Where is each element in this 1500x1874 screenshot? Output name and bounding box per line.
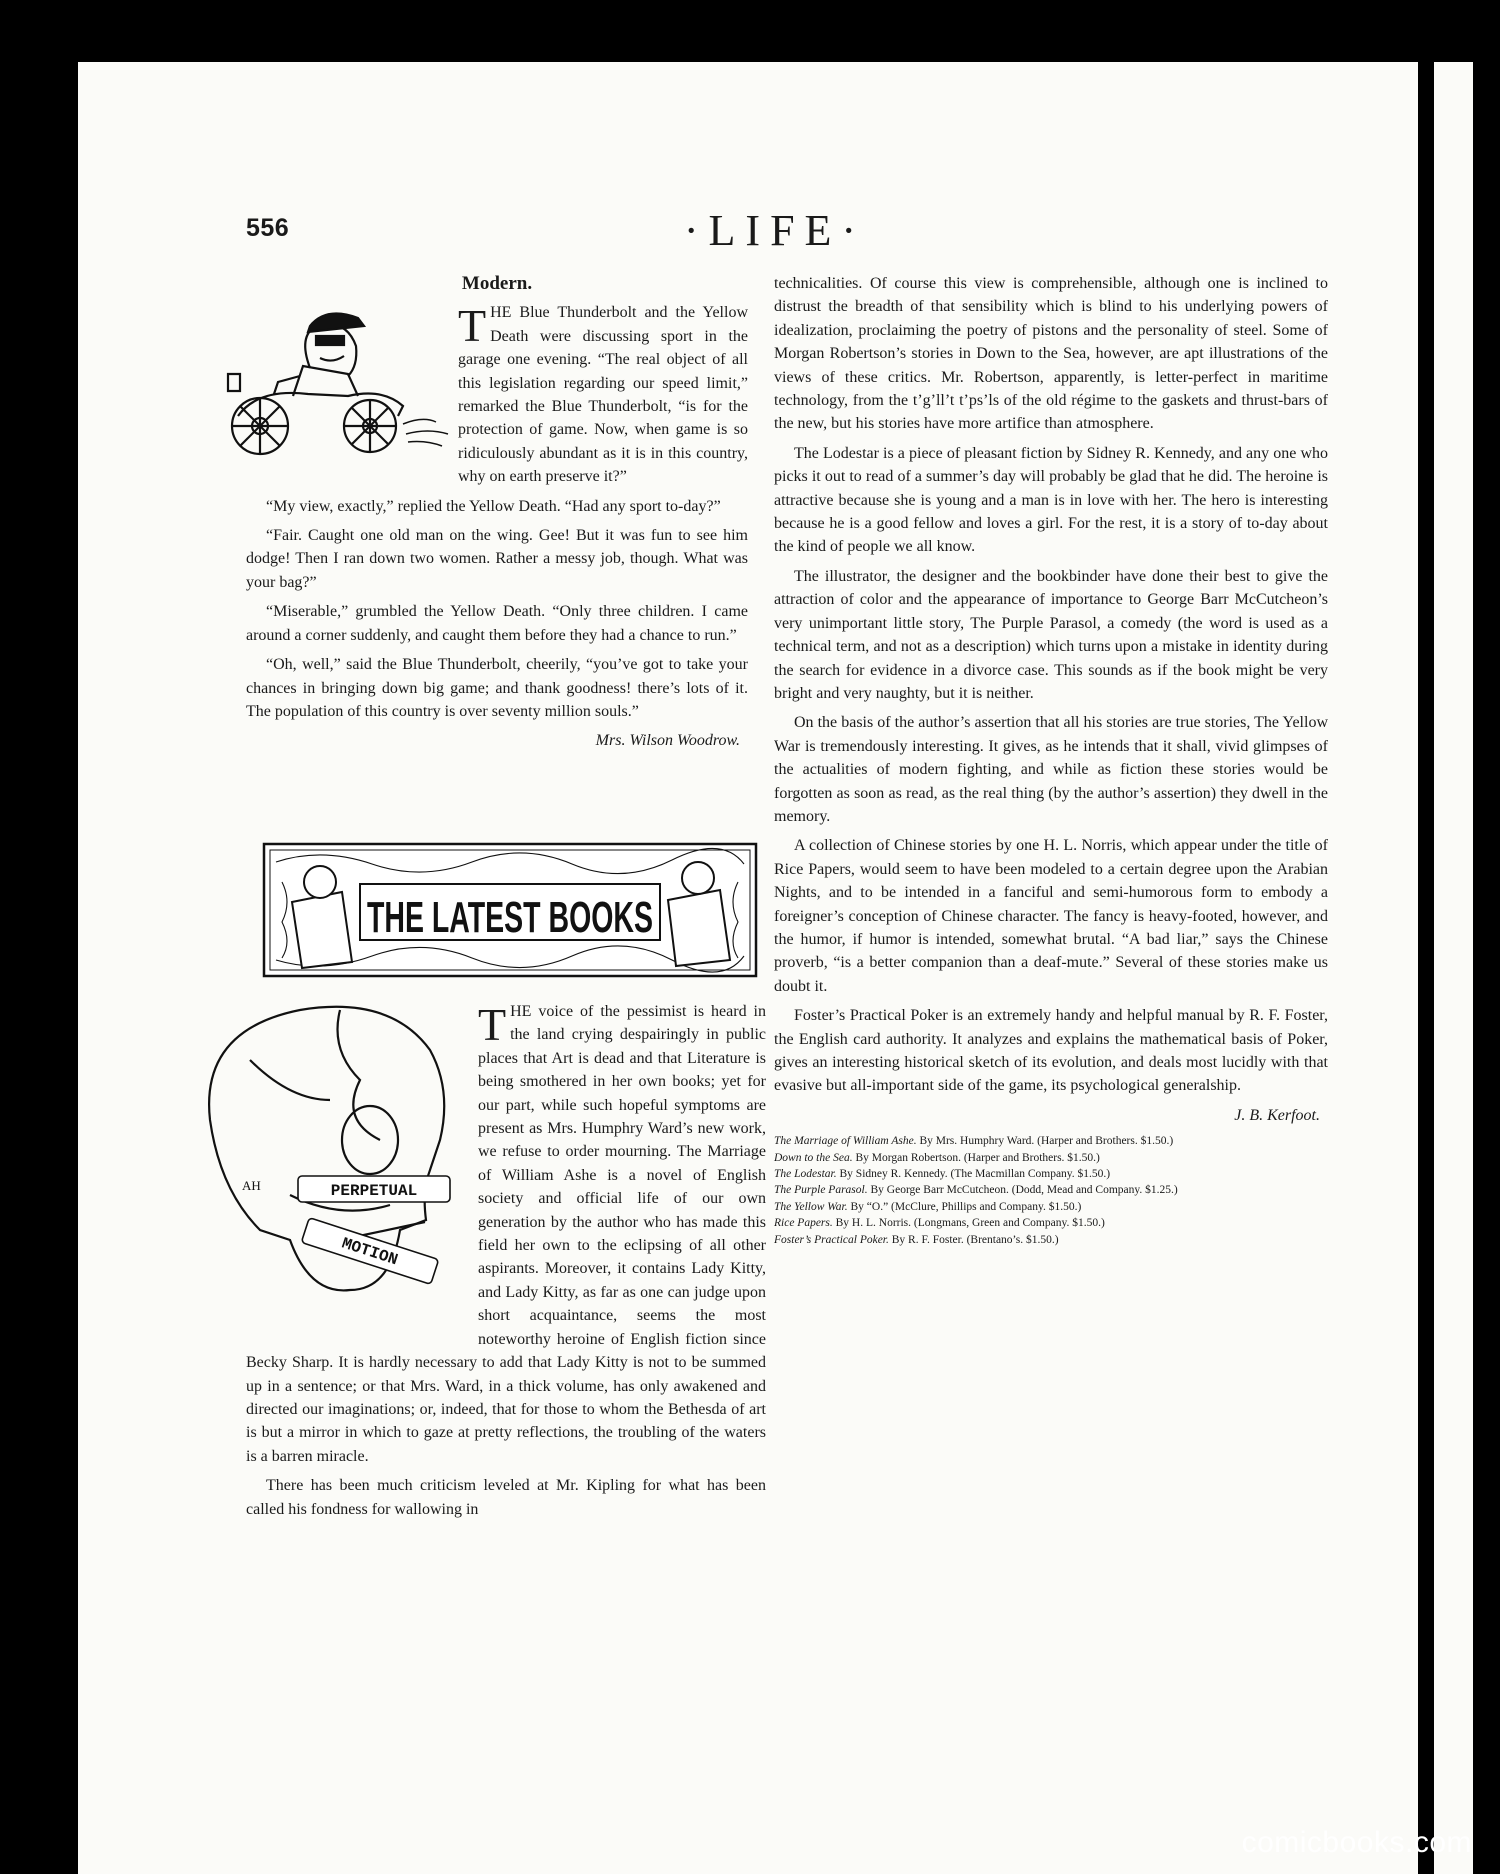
- review-paragraph: There has been much criticism leveled at Mr. Kipling for what has been called his fondness for wallowing in: [246, 1477, 766, 1518]
- drop-cap: T: [458, 300, 487, 352]
- book-entry: Rice Papers. By H. L. Norris. (Longmans, Green and Company. $1.50.): [774, 1217, 1105, 1230]
- page-edge-strip: [1418, 62, 1434, 1874]
- book-entry: The Purple Parasol. By George Barr McCutcheon. (Dodd, Mead and Company. $1.25.): [774, 1184, 1178, 1197]
- book-entry: Foster’s Practical Poker. By R. F. Foster. (Brentano’s. $1.50.): [774, 1233, 1059, 1246]
- magazine-title: ·LIFE·: [683, 206, 867, 255]
- review-paragraph: technicalities. Of course this view is comprehensible, although one is inclined to distrust the breadth of that sensibility which is blind to his underlying powers of idealization, proclaiming the poetry of pistons and the personality of steel. Some of Morgan Robertson’s stories in Down to the Sea, however, are apt illustrations of the views of these critics. Mr. Robertson, apparently, is letter-perfect in maritime technology, from the t’g’ll’t t’ps’ls of the old régime to the gaskets and thrust-bars of the new, but his stories have more artifice than atmosphere.: [774, 275, 1328, 433]
- modern-story-column: [246, 272, 748, 753]
- modern-paragraph: “Fair. Caught one old man on the wing. Gee! But it was fun to see him dodge! Then I ran down two women. Rather a messy job, though. What was your bag?”: [246, 527, 748, 591]
- illustration-spacer: [246, 301, 458, 471]
- review-paragraph: The illustrator, the designer and the bookbinder have done their best to give the attraction of color and the appearance of importance to George Barr McCutcheon’s very unimportant little story, The Purple Parasol, a comedy (the word is used as a technical term, and not as a description) which turns upon a mistake in identity during the search for evidence in a divorce case. This sounds as if the book might be very bright and very naughty, but it is neither.: [774, 567, 1328, 702]
- drop-cap: T: [478, 999, 507, 1050]
- page-number: 556: [246, 214, 290, 242]
- review-paragraph: A collection of Chinese stories by one H. L. Norris, which appear under the title of Rice Papers, would seem to have been modeled to a certain degree upon the Arabian Nights, and to be intended in a fanciful and semi-humorous form to embody a foreigner’s conception of Chinese character. The fancy is heavy-footed, however, and the humor, if humor is intended, somewhat brutal. “A bad liar,” says the Chinese proverb, “is a better companion than a deaf-mute.” Several of these stories make us doubt it.: [774, 837, 1328, 995]
- book-entry: The Marriage of William Ashe. By Mrs. Humphry Ward. (Harper and Brothers. $1.50.): [774, 1135, 1174, 1148]
- modern-story-title: Modern.: [461, 273, 533, 294]
- modern-signature: Mrs. Wilson Woodrow.: [595, 732, 740, 750]
- review-paragraph: On the basis of the author’s assertion that all his stories are true stories, The Yellow War is tremendously interesting. It gives, as he intends that it shall, vivid glimpses of the actualities of modern fighting, and while as fiction these stories would be forgotten as soon as read, as the real thing (by the author’s assertion) they dwell in the memory.: [774, 714, 1328, 825]
- modern-paragraph: “My view, exactly,” replied the Yellow Death. “Had any sport to-day?”: [266, 497, 721, 515]
- skull-bottom-label: MOTION: [339, 1234, 400, 1270]
- reviewer-signature: J. B. Kerfoot.: [1234, 1106, 1320, 1124]
- site-watermark: comicbooks.com: [1241, 1826, 1472, 1859]
- book-entry: Down to the Sea. By Morgan Robertson. (Harper and Brothers. $1.50.): [774, 1151, 1100, 1164]
- latest-books-right-column: [774, 272, 1328, 1248]
- latest-books-banner: [262, 842, 758, 978]
- review-paragraph: The Lodestar is a piece of pleasant fiction by Sidney R. Kennedy, and any one who picks it out to read of a summer’s day will probably be glad that he did. The heroine is attractive because she is young and a man is in love with her. The hero is interesting because he is a good fellow and loves a girl. For the rest, it is a story of to-day about the kind of people we all know.: [774, 444, 1328, 556]
- banner-title: THE LATEST BOOKS: [367, 893, 653, 942]
- modern-paragraph: “Oh, well,” said the Blue Thunderbolt, cheerily, “you’ve got to take your chances in bringing down big game; and thank goodness! there’s lots of it. The population of this country is over seventy million souls.”: [246, 656, 748, 720]
- skull-top-label: PERPETUAL: [330, 1182, 418, 1200]
- modern-paragraph: THE Blue Thunderbolt and the Yellow Death were discussing sport in the garage one evening. “The real object of all this legislation regarding our speed limit,” remarked the Blue Thunderbolt, “is for the protection of game. Now, when game is so ridiculously abundant as it is in this country, why on earth preserve it?”: [458, 300, 748, 486]
- modern-paragraph: “Miserable,” grumbled the Yellow Death. “Only three children. I came around a corner suddenly, and caught them before they had a chance to run.”: [246, 603, 748, 644]
- artist-initials: AH: [242, 1178, 261, 1193]
- book-entry: The Lodestar. By Sidney R. Kennedy. (The Macmillan Company. $1.50.): [774, 1168, 1111, 1181]
- review-paragraph: Foster’s Practical Poker is an extremely handy and helpful manual by R. F. Foster, the English card authority. It analyzes and explains the mathematical basis of Poker, gives an interesting historical sketch of its evolution, and deals most lucidly with that evasive but all-important side of the game, its psychological generalship.: [774, 1007, 1328, 1095]
- book-entry: The Yellow War. By “O.” (McClure, Phillips and Company. $1.50.): [774, 1200, 1082, 1213]
- review-paragraph: THE voice of the pessimist is heard in the land crying despairingly in public places that Art is dead and that Literature is being smothered in her own books; yet for our part, while such hopeful symptoms are present as Mrs. Humphry Ward’s new work, we refuse to order mourning. The Marriage of William Ashe is a novel of English society and official life of our own generation by the author who has made this field her own to the eclipsing of all other aspirants. Moreover, it contains Lady Kitty, and Lady Kitty, as far as one can judge upon short acquaintance, seems the most noteworthy heroine of English fiction since Becky Sharp. It is hardly necessary to add that Lady Kitty is not to be summed up in a sentence; or that Mrs. Ward, in a thick volume, has only awakened and directed our imaginations; or, indeed, that for those to whom the Bethesda of art is but a mirror in which to gaze at pretty reflections, the troubling of the waters is a barren miracle.: [246, 999, 766, 1465]
- books-reviewed-list: [774, 1133, 1328, 1248]
- illustration-spacer: [246, 1000, 478, 1348]
- latest-books-left-column: [246, 1000, 766, 1527]
